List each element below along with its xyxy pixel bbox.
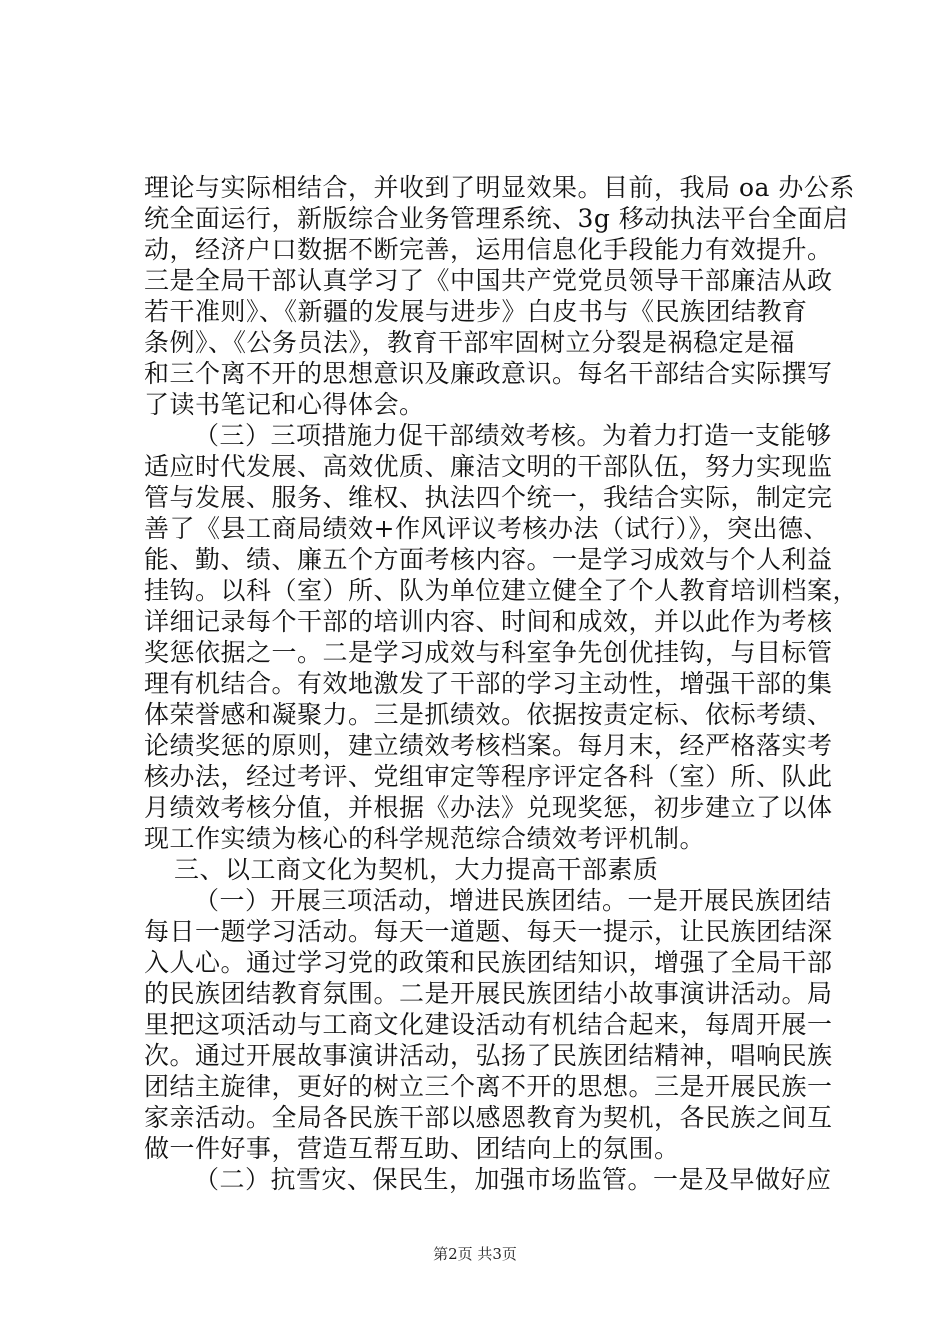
text-line: 的民族团结教育氛围。二是开展民族团结小故事演讲活动。局 [144,979,833,1008]
paragraph-heading-2: （二）抗雪灾、保民生，加强市场监管。一是及早做好应 [194,1165,832,1194]
text-line: 了读书笔记和心得体会。 [144,390,425,419]
text-line: 奖惩依据之一。二是学习成效与科室争先创优挂钩，与目标管 [144,638,833,667]
text-line: 管与发展、服务、维权、执法四个统一，我结合实际，制定完 [144,483,833,512]
text-line: 入人心。通过学习党的政策和民族团结知识，增强了全局干部 [144,948,833,977]
text-line: 里把这项活动与工商文化建设活动有机结合起来，每周开展一 [144,1010,833,1039]
paragraph-heading-1: （一）开展三项活动，增进民族团结。一是开展民族团结 [194,886,832,915]
text-line: 现工作实绩为核心的科学规范综合绩效考评机制。 [144,824,706,853]
text-line: 挂钩。以科（室）所、队为单位建立健全了个人教育培训档案， [144,576,859,605]
section-heading: 三、以工商文化为契机，大力提高干部素质 [174,855,659,884]
document-body [144,172,859,1195]
text-line: 条例》、《公务员法》，教育干部牢固树立分裂是祸稳定是福 [144,328,796,357]
page-footer [0,1243,950,1264]
text-line: 做一件好事，营造互帮互助、团结向上的氛围。 [144,1134,680,1163]
text-line: 若干准则》、《新疆的发展与进步》白皮书与《民族团结教育 [144,297,808,326]
text-line: 和三个离不开的思想意识及廉政意识。每名干部结合实际撰写 [144,359,833,388]
text-line: 团结主旋律，更好的树立三个离不开的思想。三是开展民族一 [144,1072,833,1101]
page-number-label: 第2页 共3页 [433,1245,517,1263]
text-line: 统全面运行，新版综合业务管理系统、3g 移动执法平台全面启 [144,204,849,233]
text-line: 家亲活动。全局各民族干部以感恩教育为契机，各民族之间互 [144,1103,833,1132]
text-line: 动，经济户口数据不断完善，运用信息化手段能力有效提升。 [144,235,833,264]
text-line: 三是全局干部认真学习了《中国共产党党员领导干部廉洁从政 [144,266,833,295]
text-line: 善了《县工商局绩效+作风评议考核办法（试行）》，突出德、 [144,514,829,543]
text-line: 能、勤、绩、廉五个方面考核内容。一是学习成效与个人利益 [144,545,833,574]
text-line: 论绩奖惩的原则，建立绩效考核档案。每月末，经严格落实考 [144,731,833,760]
text-line: 理有机结合。有效地激发了干部的学习主动性，增强干部的集 [144,669,833,698]
text-line: 详细记录每个干部的培训内容、时间和成效，并以此作为考核 [144,607,833,636]
text-line: 理论与实际相结合，并收到了明显效果。目前，我局 oa 办公系 [144,173,855,202]
text-line: 适应时代发展、高效优质、廉洁文明的干部队伍，努力实现监 [144,452,833,481]
text-line: 核办法，经过考评、党组审定等程序评定各科（室）所、队此 [144,762,833,791]
text-line: 月绩效考核分值，并根据《办法》兑现奖惩，初步建立了以体 [144,793,833,822]
paragraph-heading-3: （三）三项措施力促干部绩效考核。为着力打造一支能够 [194,421,832,450]
text-line: 次。通过开展故事演讲活动，弘扬了民族团结精神，唱响民族 [144,1041,833,1070]
text-line: 体荣誉感和凝聚力。三是抓绩效。依据按责定标、依标考绩、 [144,700,833,729]
text-line: 每日一题学习活动。每天一道题、每天一提示，让民族团结深 [144,917,833,946]
